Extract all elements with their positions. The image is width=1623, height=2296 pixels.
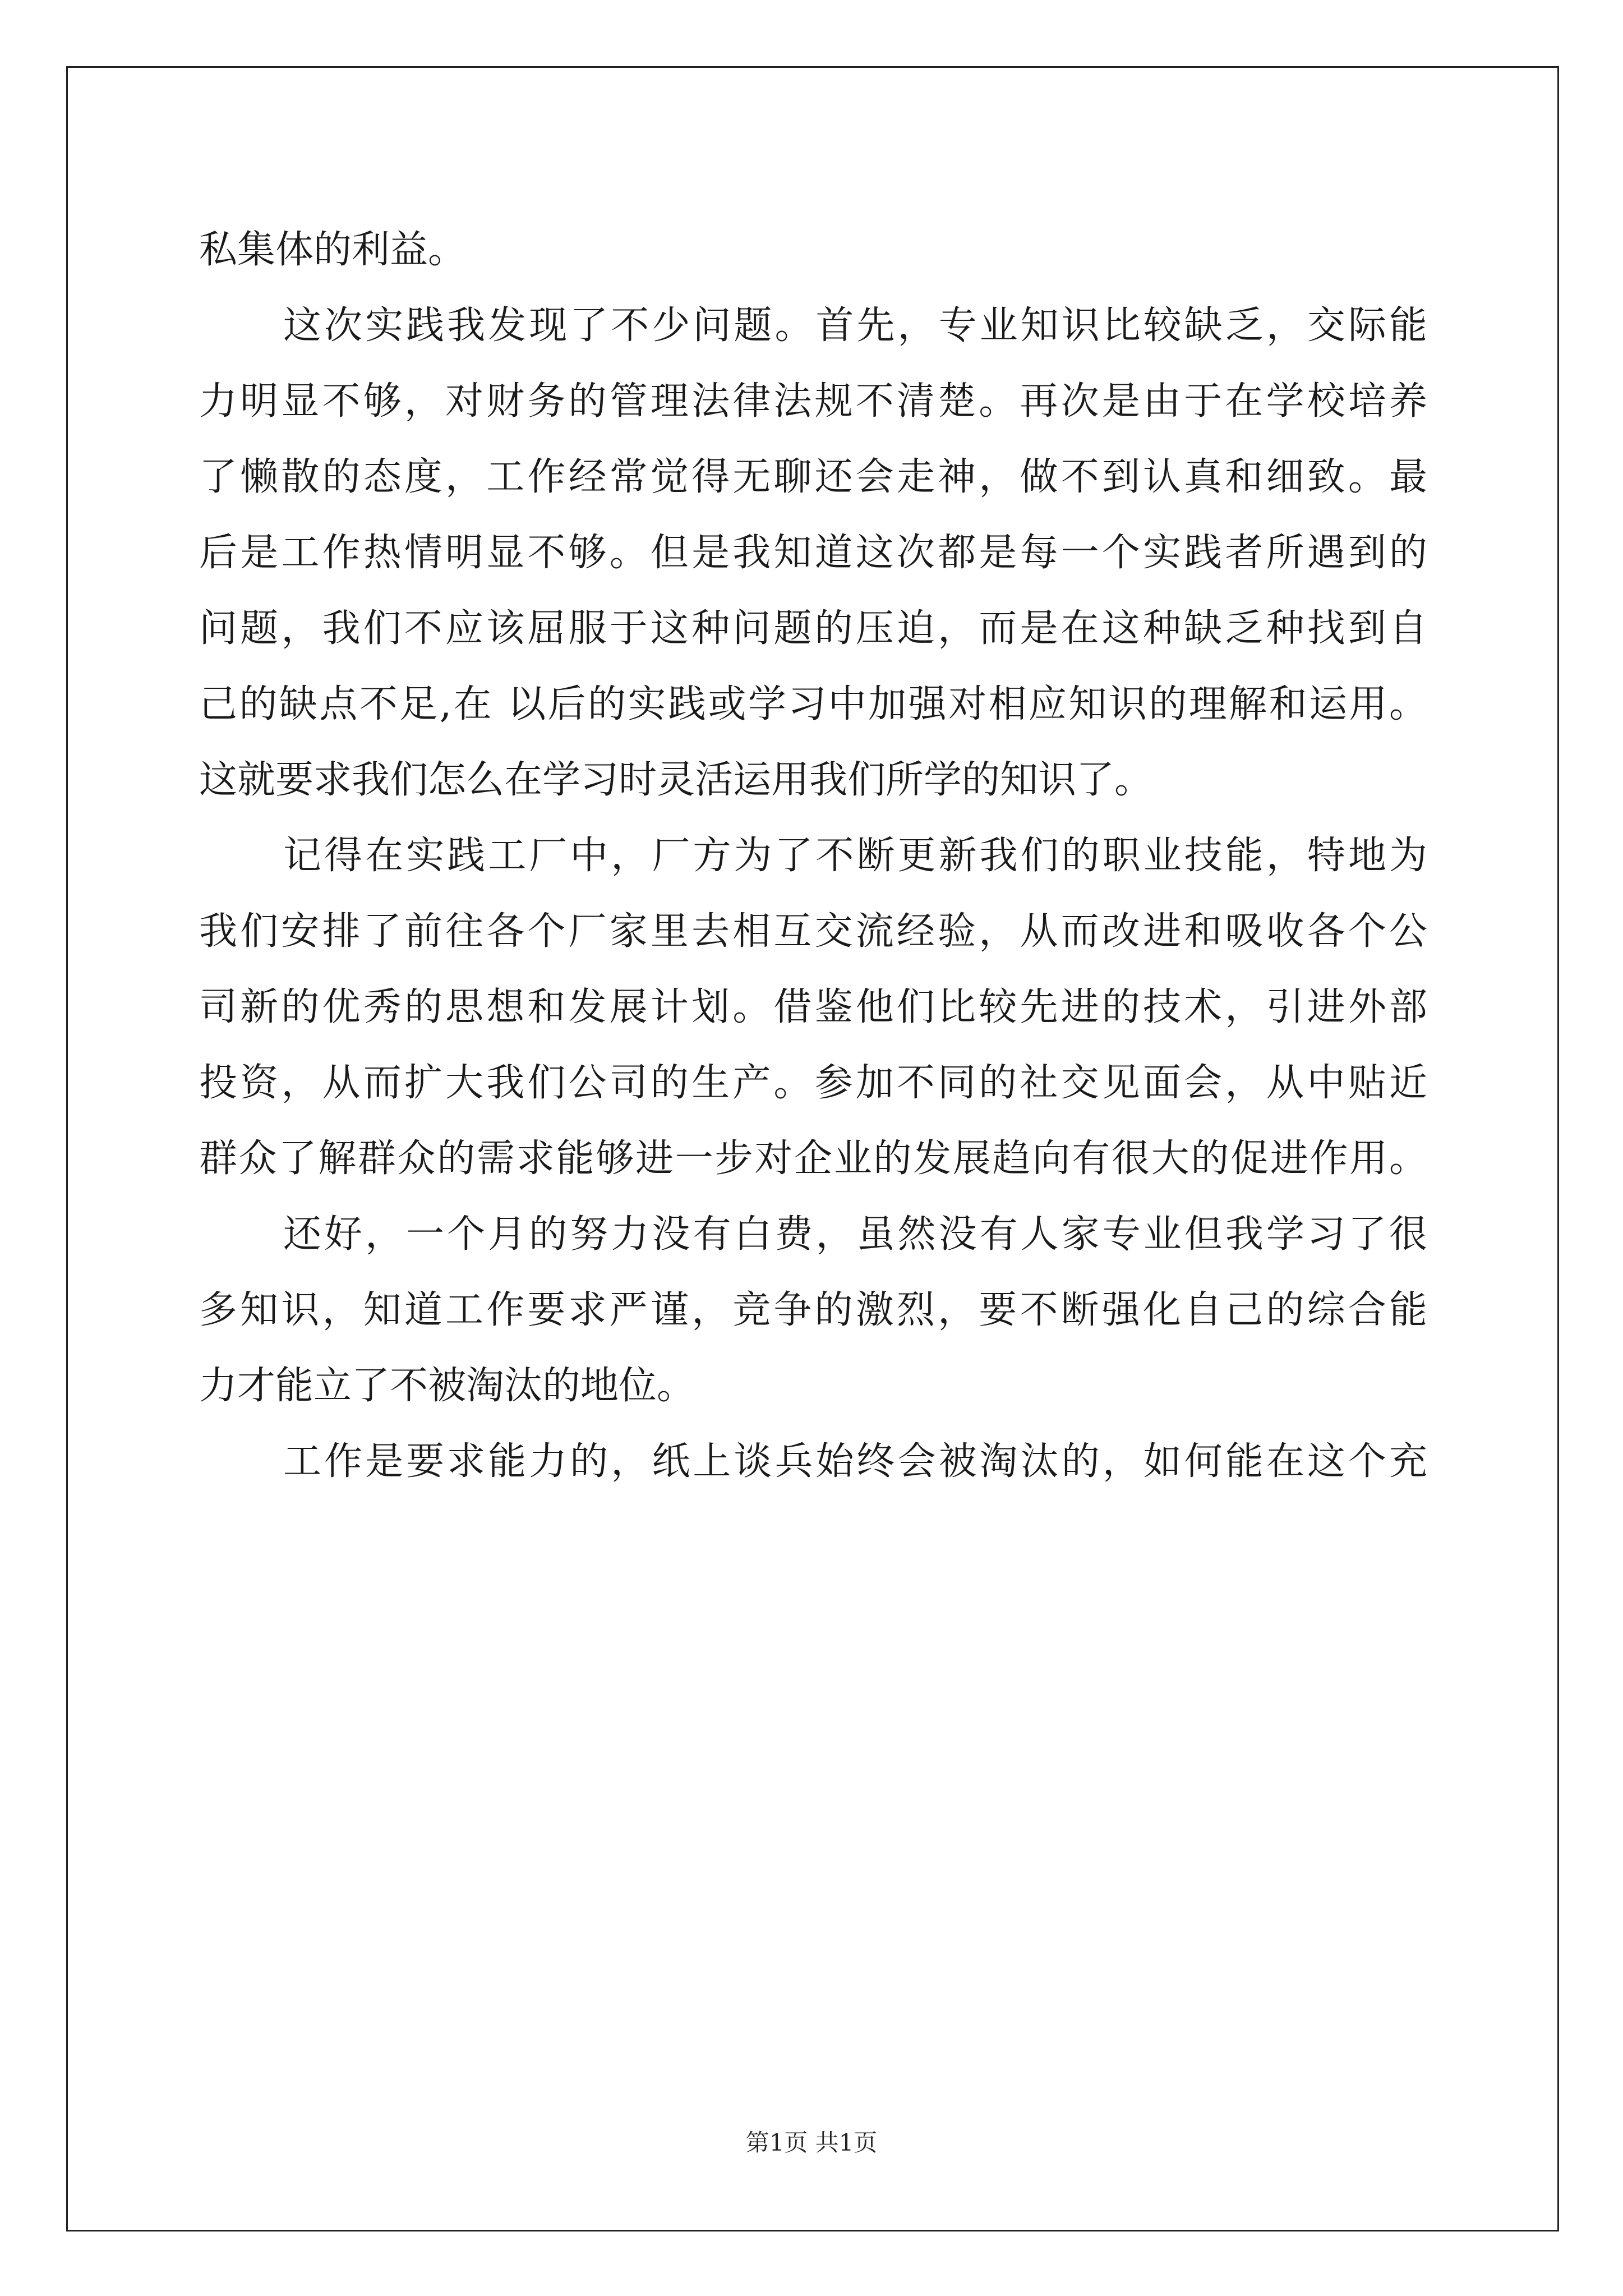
- text-line: 这就要求我们怎么在学习时灵活运用我们所学的知识了。: [199, 758, 1153, 802]
- text-line: 投资，从而扩大我们公司的生产。参加不同的社交见面会，从中贴近: [199, 1061, 1427, 1105]
- text-line: 力才能立了不被淘汰的地位。: [199, 1364, 695, 1408]
- text-line: 记得在实践工厂中，厂方为了不断更新我们的职业技能，特地为: [283, 834, 1427, 878]
- document-body: [199, 212, 1427, 1499]
- text-line: 后是工作热情明显不够。但是我知道这次都是每一个实践者所遇到的: [199, 531, 1427, 575]
- text-line: 力明显不够，对财务的管理法律法规不清楚。再次是由于在学校培养: [199, 379, 1427, 424]
- text-line: 司新的优秀的思想和发展计划。借鉴他们比较先进的技术，引进外部: [199, 985, 1427, 1029]
- text-line: 己的缺点不足,在 以后的实践或学习中加强对相应知识的理解和运用。: [199, 682, 1427, 726]
- text-line: 问题，我们不应该屈服于这种问题的压迫，而是在这种缺乏种找到自: [199, 606, 1427, 651]
- page-number-footer: 第1页 共1页: [745, 2129, 878, 2156]
- text-line: 还好，一个月的努力没有白费，虽然没有人家专业但我学习了很: [283, 1212, 1427, 1257]
- text-line: 工作是要求能力的，纸上谈兵始终会被淘汰的，如何能在这个充: [283, 1439, 1427, 1484]
- text-line: 多知识，知道工作要求严谨，竞争的激烈，要不断强化自己的综合能: [199, 1288, 1427, 1332]
- text-line: 我们安排了前往各个厂家里去相互交流经验，从而改进和吸收各个公: [199, 909, 1427, 954]
- text-line: 这次实践我发现了不少问题。首先，专业知识比较缺乏，交际能: [283, 303, 1427, 348]
- text-line: 了懒散的态度，工作经常觉得无聊还会走神，做不到认真和细致。最: [199, 455, 1427, 499]
- text-line: 私集体的利益。: [199, 228, 467, 272]
- text-line: 群众了解群众的需求能够进一步对企业的发展趋向有很大的促进作用。: [199, 1137, 1427, 1181]
